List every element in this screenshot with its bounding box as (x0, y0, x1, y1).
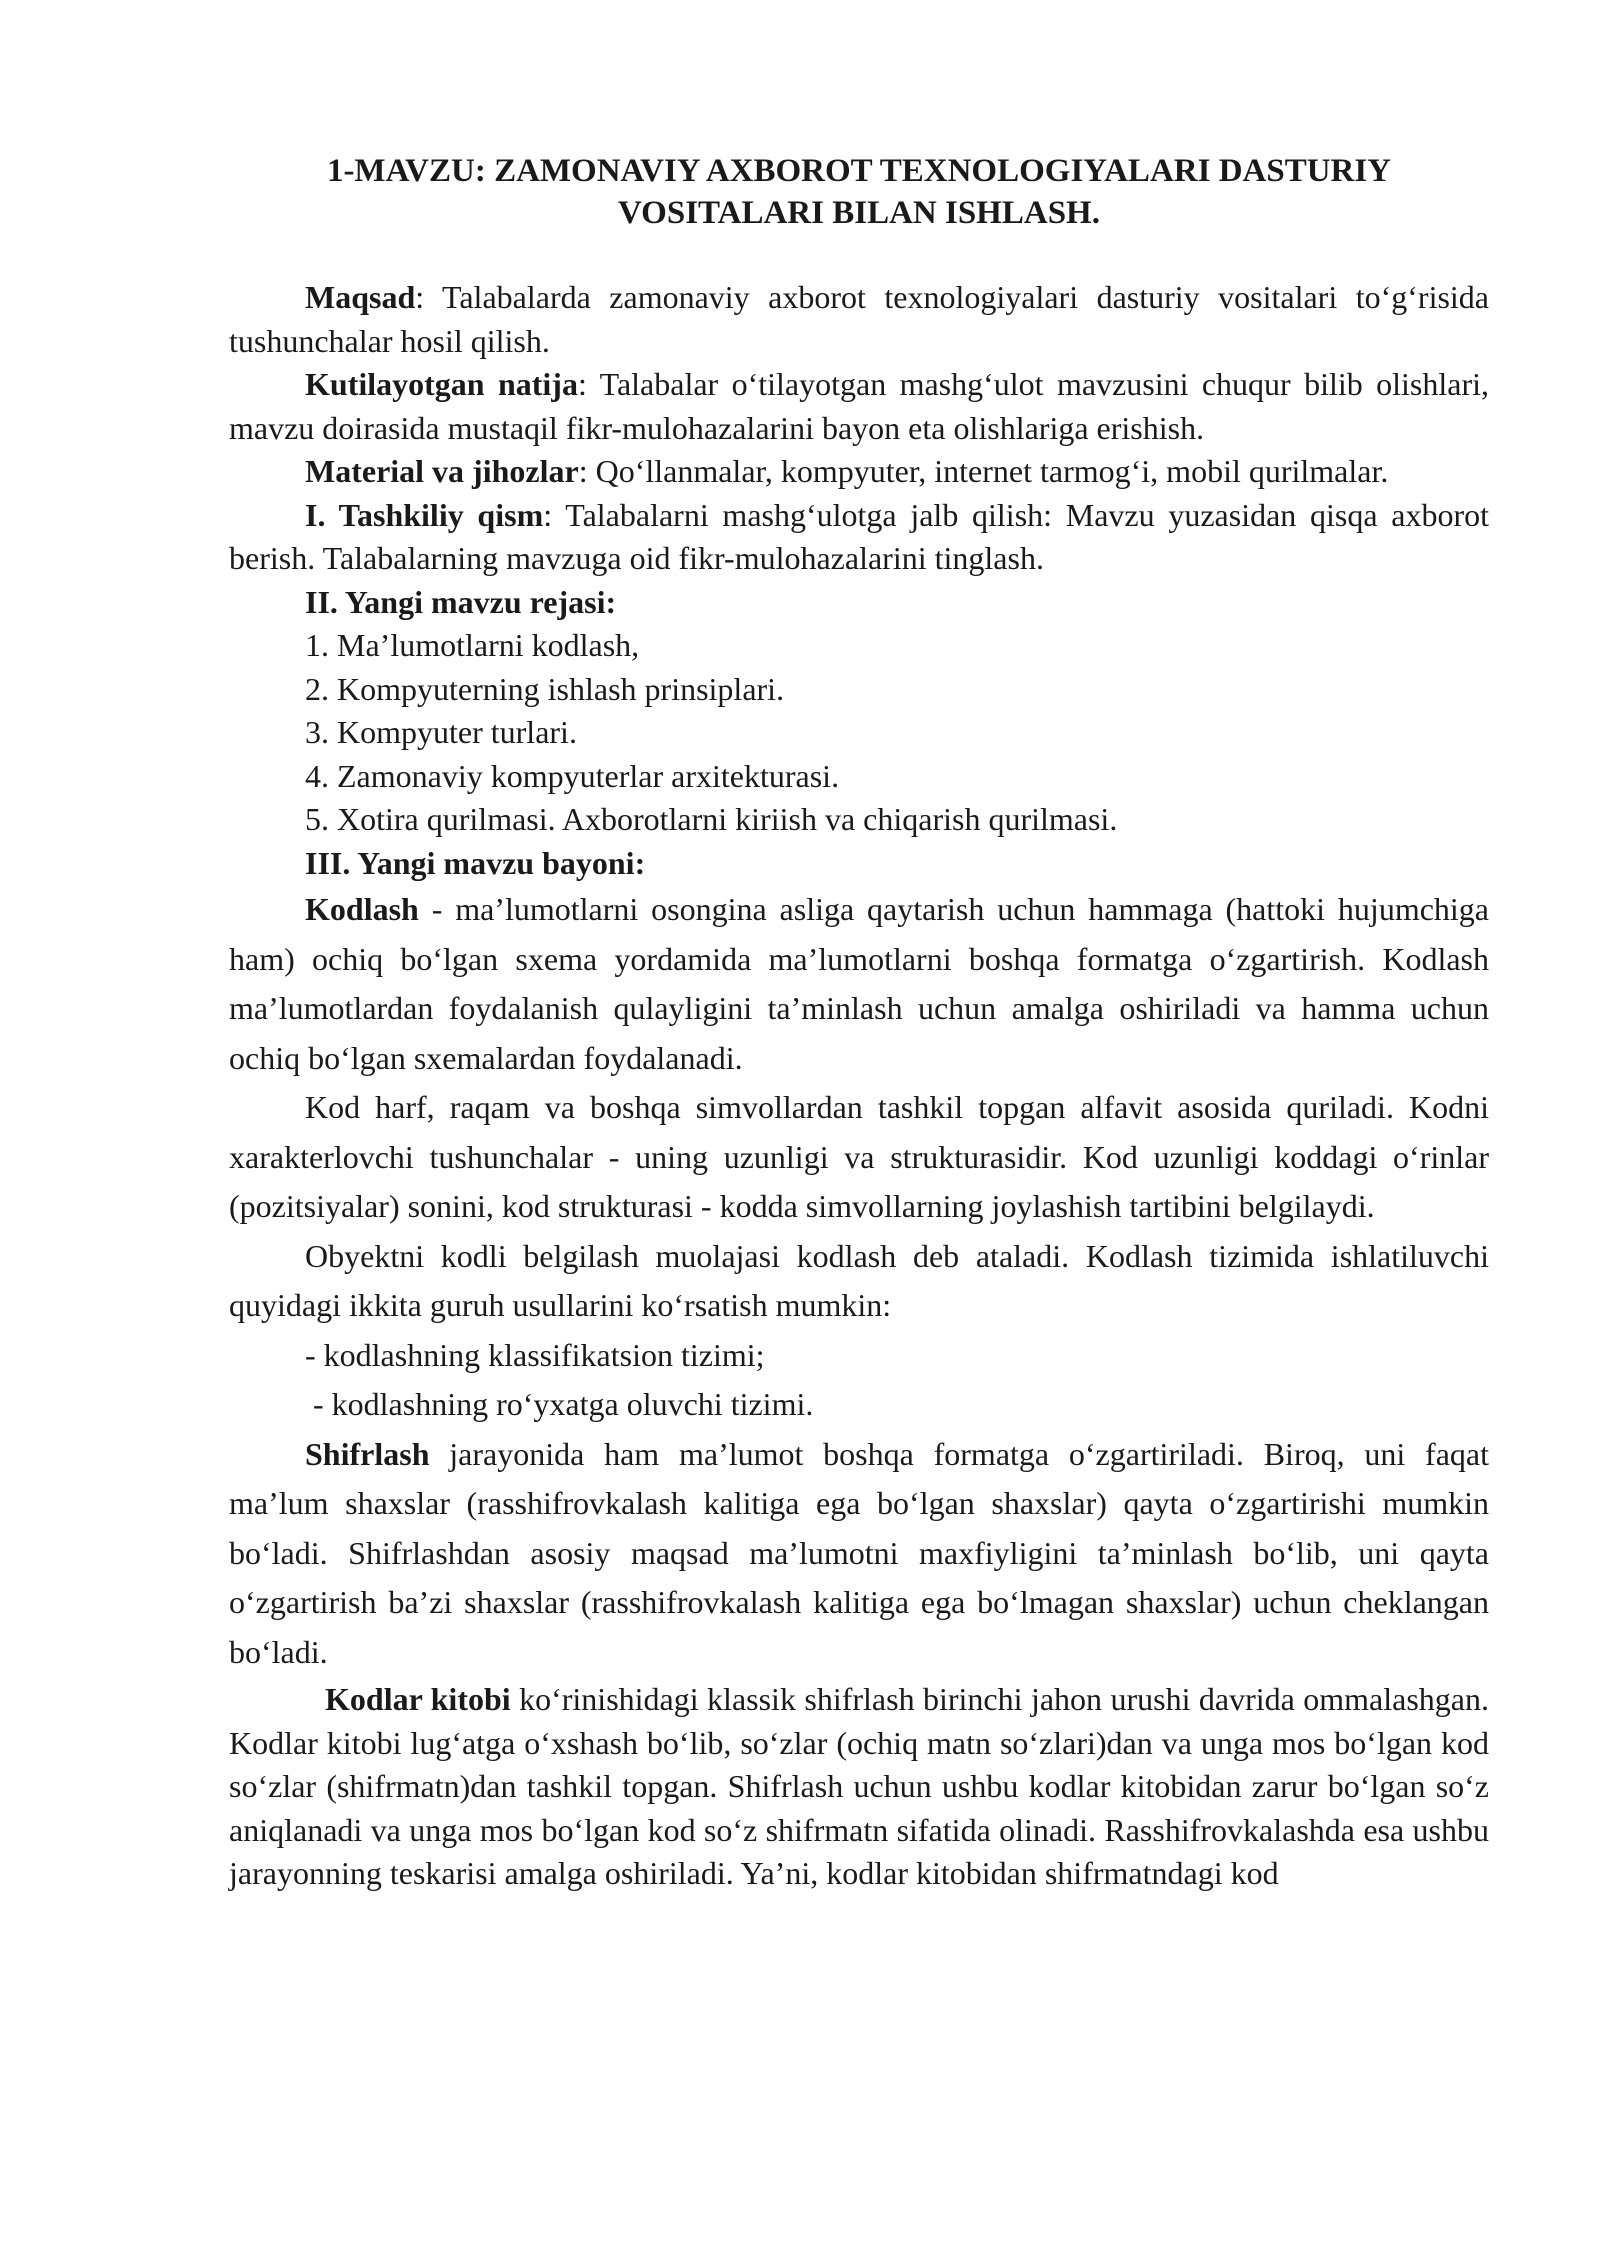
body-section (229, 885, 1489, 1677)
reja-item: 1. Ma’lumotlarni kodlash, (305, 627, 640, 663)
kodlash-text: - ma’lumotlarni osongina asliga qaytarish uchun hammaga (hattoki hujumchiga ham) ochiq bo‘lgan sxema yordamida ma’lumotlarni boshqa formatga o‘zgartirish. Kodlash ma’lumotlardan foydalanish qulayligini ta’minlash uchun amalga oshiriladi va hamma uchun ochiq bo‘lgan sxemalardan foydalanadi. (229, 891, 1489, 1076)
kod-paragraph: Kod harf, raqam va boshqa simvollardan tashkil topgan alfavit asosida quriladi. Kodni xarakterlovchi tushunchalar - uning uzunligi va strukturasidir. Kod uzunligi koddagi o‘rinlar (pozitsiyalar) sonini, kod strukturasi - kodda simvollarning joylashish tartibini belgilaydi. (229, 1089, 1489, 1224)
title-line-1: 1-MAVZU: ZAMONAVIY AXBOROT TEXNOLOGIYALARI DASTURIY (326, 153, 1392, 189)
reja-item: 2. Kompyuterning ishlash prinsiplari. (305, 670, 785, 707)
intro-section (229, 276, 1489, 885)
kodlar-kitobi-paragraph (229, 1678, 1489, 1896)
reja-item: 5. Xotira qurilmasi. Axborotlarni kiriish va chiqarish qurilmasi. (305, 801, 1118, 837)
maqsad-paragraph (229, 276, 1489, 363)
tashkiliy-label: I. Tashkiliy qism (305, 496, 544, 533)
maqsad-text: : Talabalarda zamonaviy axborot texnologiyalari dasturiy vositalari to‘g‘risida tushunchalar hosil qilish. (229, 279, 1489, 359)
reja-item: 3. Kompyuter turlari. (305, 714, 577, 750)
material-text: : Qo‘llanmalar, kompyuter, internet tarmog‘i, mobil qurilmalar. (578, 453, 1389, 489)
kodlar-kitobi-text: ko‘rinishidagi klassik shifrlash birinchi jahon urushi davrida ommalashgan. Kodlar kitobi lug‘atga o‘xshash bo‘lib, so‘zlar (ochiq matn so‘zlari)dan va unga mos bo‘lgan kod so‘zlar (shifrmatn)dan tashkil topgan. Shifrlash uchun ushbu kodlar kitobidan zarur bo‘lgan so‘z aniqlanadi va unga mos bo‘lgan kod so‘z shifrmatn sifatida olinadi. Rasshifrovkalashda esa ushbu jarayonning teskarisi amalga oshiriladi. Ya’ni, kodlar kitobidan shifrmatndagi kod (229, 1681, 1490, 1891)
document-page (229, 150, 1489, 1896)
title-line-2: VOSITALARI BILAN ISHLASH. (618, 195, 1100, 231)
page-title (229, 150, 1489, 234)
shifrlash-paragraph (229, 1430, 1489, 1678)
tizim-item: - kodlashning klassifikatsion tizimi; (305, 1336, 765, 1373)
kodlash-paragraph (229, 885, 1489, 1083)
tashkiliy-text: : Talabalarni mashg‘ulotga jalb qilish: Mavzu yuzasidan qisqa axborot berish. Talabalarning mavzuga oid fikr-mulohazalarini tinglash. (229, 496, 1490, 576)
obyekt-paragraph: Obyektni kodli belgilash muolajasi kodlash deb ataladi. Kodlash tizimida ishlatiluvchi quyidagi ikkita guruh usullarini ko‘rsatish mumkin: (229, 1237, 1489, 1323)
natija-text: : Talabalar o‘tilayotgan mashg‘ulot mavzusini chuqur bilib olishlari, mavzu doirasida mustaqil fikr-mulohazalarini bayon eta olishlariga erishish. (229, 366, 1489, 446)
kodlash-label: Kodlash (305, 891, 419, 927)
kodlar-kitobi-section (229, 1678, 1489, 1896)
maqsad-label: Maqsad (305, 279, 416, 315)
kodlar-kitobi-label: Kodlar kitobi (325, 1681, 511, 1717)
tashkiliy-paragraph (229, 494, 1489, 581)
material-label: Material va jihozlar (305, 453, 579, 489)
shifrlash-label: Shifrlash (305, 1435, 430, 1472)
tizim-item: - kodlashning ro‘yxatga oluvchi tizimi. (305, 1386, 814, 1422)
bayon-heading: III. Yangi mavzu bayoni: (305, 844, 646, 881)
natija-label: Kutilayotgan natija (305, 366, 578, 402)
reja-item: 4. Zamonaviy kompyuterlar arxitekturasi. (305, 757, 840, 794)
shifrlash-text: jarayonida ham ma’lumot boshqa formatga o‘zgartiriladi. Biroq, uni faqat ma’lum shaxslar (rasshifrovkalash kalitiga ega bo‘lgan shaxslar) qayta o‘zgartirishi mumkin bo‘ladi. Shifrlashdan asosiy maqsad ma’lumotni maxfiyligini ta’minlash bo‘lib, uni qayta o‘zgartirish ba’zi shaxslar (rasshifrovkalash kalitiga ega bo‘lmagan shaxslar) uchun cheklangan bo‘ladi. (229, 1435, 1489, 1670)
natija-paragraph (229, 363, 1489, 450)
reja-heading: II. Yangi mavzu rejasi: (305, 583, 617, 620)
material-paragraph (229, 450, 1489, 494)
